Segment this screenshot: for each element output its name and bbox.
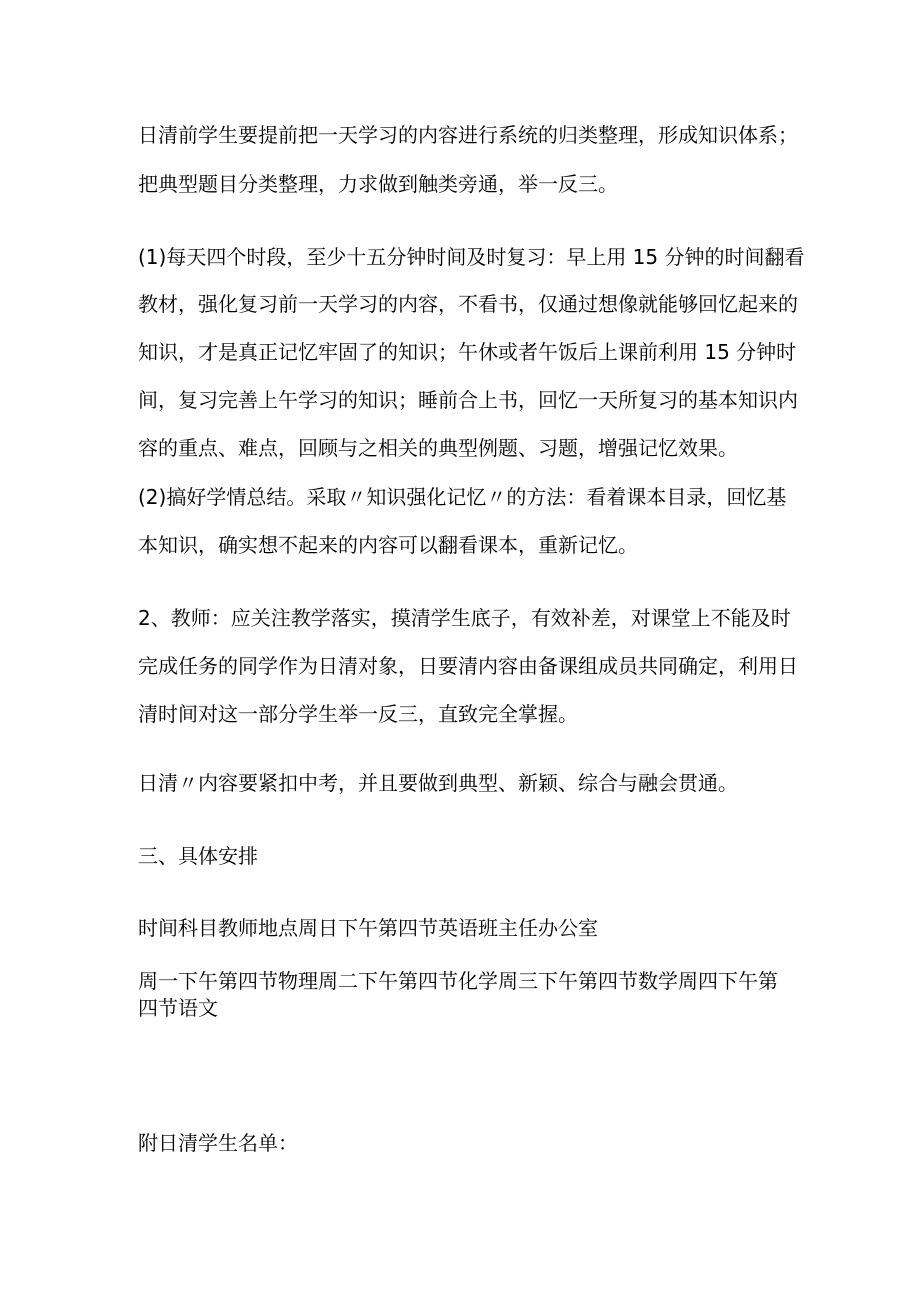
section-heading: 三、具体安排 [138,844,258,868]
teacher-line-2: 完成任务的同学作为日清对象，日要清内容由备课组成员共同确定，利用日 [138,654,798,678]
item1-line-2: 教材，强化复习前一天学习的内容，不看书，仅通过想像就能够回忆起来的 [138,292,798,316]
item1-line-5: 容的重点、难点，回顾与之相关的典型例题、习题，增强记忆效果。 [138,436,738,460]
schedule-row-line-1: 周一下午第四节物理周二下午第四节化学周三下午第四节数学周四下午第 [138,969,778,993]
teacher-line-3: 清时间对这一部分学生举一反三，直致完全掌握。 [138,702,578,726]
intro-line-1: 日清前学生要提前把一天学习的内容进行系统的归类整理，形成知识体系； [138,123,798,147]
item1-line-1: (1)每天四个时段，至少十五分钟时间及时复习：早上用 15 分钟的时间翻看 [138,245,805,269]
schedule-header: 时间科目教师地点周日下午第四节英语班主任办公室 [138,916,598,940]
item2-line-2: 本知识，确实想不起来的内容可以翻看课本，重新记忆。 [138,533,638,557]
intro-line-2: 把典型题目分类整理，力求做到触类旁通，举一反三。 [138,172,618,196]
item1-line-3: 知识，才是真正记忆牢固了的知识；午休或者午饭后上课前利用 15 分钟时 [138,340,797,364]
item1-line-4: 间，复习完善上午学习的知识；睡前合上书，回忆一天所复习的基本知识内 [138,388,798,412]
item2-line-1: (2)搞好学情总结。采取〃知识强化记忆〃的方法：看着课本目录，回忆基 [138,485,787,509]
teacher-line-1: 2、教师：应关注教学落实，摸清学生底子，有效补差，对课堂上不能及时 [138,606,791,630]
appendix-student-list: 附日清学生名单： [138,1131,298,1155]
schedule-row-line-2: 四节语文 [138,996,218,1020]
content-requirement: 日清〃内容要紧扣中考，并且要做到典型、新颖、综合与融会贯通。 [138,771,738,795]
